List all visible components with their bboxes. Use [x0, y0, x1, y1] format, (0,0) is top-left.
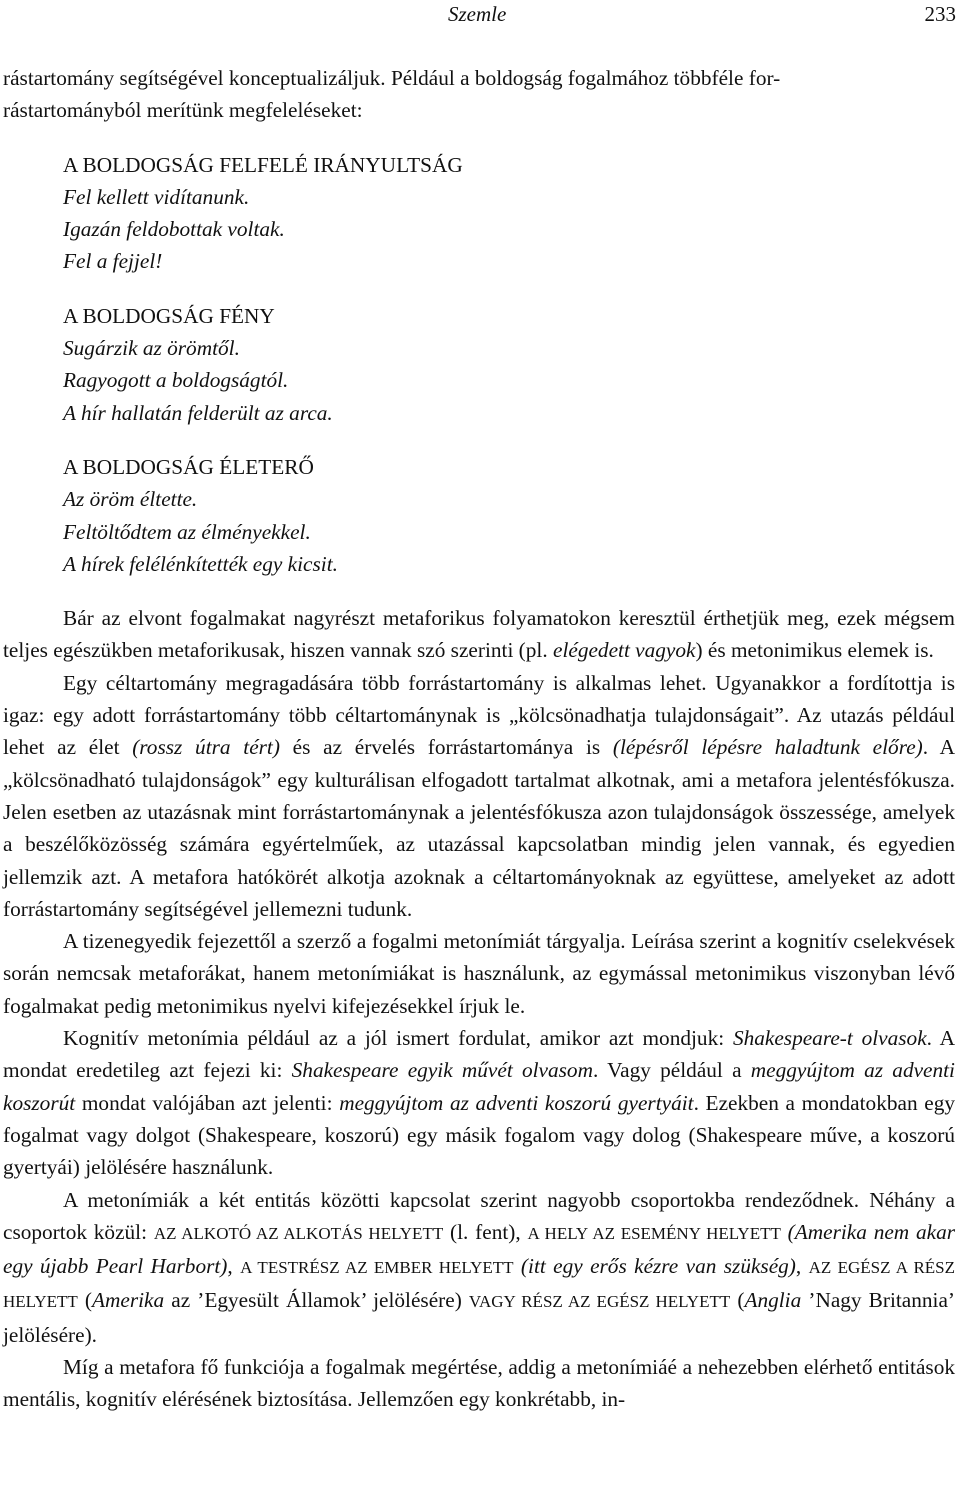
example-sentence: A hír hallatán felderült az arca.: [63, 400, 333, 425]
paragraph-4: Kognitív metonímia például az a jól ismert fordulat, amikor azt mondjuk: Shakespeare-t olvasok. A mondat eredetileg azt fejezi ki: Shakespeare egyik művét olvasom. Vagy például a meggyújtom az adventi koszorút mondat valójában azt jelenti: meggyújtom az adventi koszorú gyertyáit. Ezekben a mondatokban egy fogalmat vagy dolgot (Shakespeare, koszorú) egy másik fogalom vagy dolog (Shakespeare műve, a koszorú gyertyái) jelölésére használunk.: [3, 1026, 956, 1180]
body-text: [3, 62, 955, 1416]
intro-line-1: rástartomány segítségével konceptualizáljuk. Például a boldogság fogalmához többféle for-: [3, 66, 781, 90]
page-number: 233: [924, 2, 956, 26]
example-sentence: Igazán feldobottak voltak.: [63, 217, 285, 242]
paragraph-2: Egy céltartomány megragadására több forrástartomány is alkalmas lehet. Ugyanakkor a fordítottja is igaz: egy adott forrástartomány több céltartománynak is „kölcsönadhatja tulajdonságait”. Az utazás például lehet az élet (rossz útra tért) és az érvelés forrástartománya is (lépésről lépésre haladtunk előre). A „kölcsönadható tulajdonságok” egy kulturálisan elfogadott tartalmat alkotnak, ami a metafora jelentésfókusza. Jelen esetben az utazásnak mint forrástartománynak a jelentésfókusza azon tulajdonságok összessége, amelyek a beszélőközösség számára egyértelműek, az utazással kapcsolatban mindig jelen vannak, és egyedien jellemzik azt. A metafora hatókörét alkotja azoknak a céltartományoknak az együttese, amelyeket az adott forrástartomány segítségével jellemezni tudunk.: [3, 670, 956, 921]
example-sentence: Az öröm éltette.: [63, 487, 198, 512]
intro-paragraph: [3, 62, 955, 127]
example-sentence: Fel kellett vidítanunk.: [63, 184, 250, 209]
paragraph-3: A tizenegyedik fejezettől a szerző a fogalmi metonímiát tárgyalja. Leírása szerint a kognitív cselekvések során nemcsak metaforákat, hanem metonímiákat is használunk, az egymással metonimikus viszonyban lévő fogalmakat pedig metonimikus nyelvi kifejezésekkel írjuk le.: [3, 929, 955, 1018]
example-block-1: [3, 149, 955, 278]
example-sentence: Fel a fejjel!: [63, 249, 163, 274]
intro-line-2: rástartományból merítünk megfeleléseket:: [3, 98, 363, 123]
paragraph-5: A metonímiák a két entitás közötti kapcsolat szerint nagyobb csoportokba rendeződnek. Néhány a csoportok közül: AZ ALKOTÓ AZ ALKOTÁS HELYETT (l. fent), A HELY AZ ESEMÉNY HELYETT (Amerika nem akar egy újabb Pearl Harbort), A TESTRÉSZ AZ EMBER HELYETT (itt egy erős kézre van szükség), AZ EGÉSZ A RÉSZ HELYETT (Amerika az ’Egyesült Államok’ jelölésére) VAGY RÉSZ AZ EGÉSZ HELYETT (Anglia ’Nagy Britannia’ jelölésére).: [3, 1187, 956, 1347]
example-sentence: Ragyogott a boldogságtól.: [63, 368, 289, 393]
page-header: [0, 2, 960, 32]
running-title: Szemle: [448, 2, 507, 26]
paragraph-6: Míg a metafora fő funkciója a fogalmak megértése, addig a metonímiáé a nehezebben elérhető entitások mentális, kognitív elérésének biztosítása. Jellemzően egy konkrétabb, in-: [3, 1354, 955, 1412]
example-heading: A BOLDOGSÁG ÉLETERŐ: [63, 454, 314, 479]
paragraph-1: Bár az elvont fogalmakat nagyrészt metaforikus folyamatokon keresztül érthetjük meg, ezek mégsem teljes egészükben metaforikusak, hiszen vannak szó szerinti (pl. elégedett vagyok) és metonimikus elemek is.: [3, 606, 955, 663]
example-sentence: Sugárzik az örömtől.: [63, 336, 240, 361]
example-heading: A BOLDOGSÁG FELFELÉ IRÁNYULTSÁG: [63, 152, 463, 177]
example-heading: A BOLDOGSÁG FÉNY: [63, 303, 275, 328]
example-block-2: [3, 300, 955, 429]
example-sentence: A hírek felélénkítették egy kicsit.: [63, 551, 338, 576]
example-sentence: Feltöltődtem az élményekkel.: [63, 519, 311, 544]
example-block-3: [3, 451, 955, 580]
